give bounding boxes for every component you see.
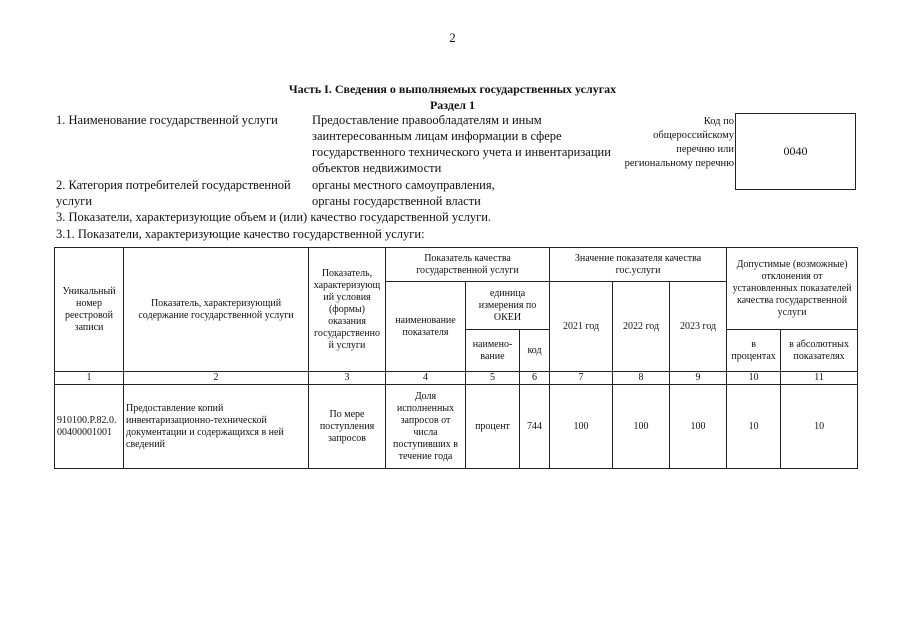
header-unit-name: наимено-вание: [466, 330, 520, 372]
column-number: 6: [520, 372, 550, 385]
column-number: 1: [55, 372, 124, 385]
column-number: 5: [466, 372, 520, 385]
column-number: 3: [309, 372, 386, 385]
header-deviation-group: Допустимые (возможные) отклонения от установленных показателей качества государственной услуги: [727, 248, 858, 330]
column-number: 2: [124, 372, 309, 385]
consumer-label-line: услуги: [56, 194, 93, 208]
service-name-value: [312, 112, 632, 176]
item-3-text: 3. Показатели, характеризующие объем и (или) качество государственной услуги.: [56, 210, 492, 224]
quality-indicators-table: [54, 247, 858, 469]
column-number: 4: [386, 372, 466, 385]
item-3-1-text: 3.1. Показатели, характеризующие качество государственной услуги:: [56, 227, 425, 241]
header-indicator-name: наименование показателя: [386, 282, 466, 372]
cell-conditions: По мере поступления запросов: [309, 385, 386, 469]
cell-unit-name: процент: [466, 385, 520, 469]
column-number: 7: [550, 372, 613, 385]
column-number: 9: [670, 372, 727, 385]
header-year-2021: 2021 год: [550, 282, 613, 372]
service-name-line: государственного технического учета и инвентаризации: [312, 145, 611, 159]
consumer-label-line: 2. Категория потребителей государственной: [56, 178, 291, 192]
header-registry-number: Уникальный номер реестровой записи: [55, 248, 124, 372]
service-name-line: заинтересованным лицам информации в сфере: [312, 129, 562, 143]
consumer-value-line: органы местного самоуправления,: [312, 178, 495, 192]
header-quality-group: Показатель качества государственной услуги: [386, 248, 550, 282]
cell-value-2021: 100: [550, 385, 613, 469]
code-box: [735, 113, 856, 190]
service-name-line: Предоставление правообладателям и иным: [312, 113, 542, 127]
column-number: 10: [727, 372, 781, 385]
cell-deviation-percent: 10: [727, 385, 781, 469]
header-conditions: Показатель, характеризующ ий условия (формы) оказания государственно й услуги: [309, 248, 386, 372]
code-label-line: региональному перечню: [624, 158, 734, 169]
column-number: 11: [781, 372, 858, 385]
cell-deviation-absolute: 10: [781, 385, 858, 469]
header-year-2023: 2023 год: [670, 282, 727, 372]
code-label: [610, 115, 734, 171]
header-values-group: Значение показателя качества гос.услуги: [550, 248, 727, 282]
header-unit-group: единица измерения по ОКЕИ: [466, 282, 550, 330]
code-label-line: общероссийскому: [653, 130, 734, 141]
header-deviation-absolute: в абсолютных показателях: [781, 330, 858, 372]
page-number: 2: [449, 30, 456, 45]
cell-indicator-name: Доля исполненных запросов от числа поступивших в течение года: [386, 385, 466, 469]
cell-registry-number: 910100.P.82.0.00400001001: [55, 385, 124, 469]
consumer-category-label: [56, 177, 291, 209]
service-name-line: объектов недвижимости: [312, 161, 442, 175]
code-value: 0040: [783, 144, 808, 158]
consumer-category-value: [312, 177, 495, 209]
cell-value-2023: 100: [670, 385, 727, 469]
cell-content: Предоставление копий инвентаризационно-технической документации и содержащихся в ней сведений: [124, 385, 309, 469]
service-name-label: 1. Наименование государственной услуги: [56, 113, 278, 127]
section-title: Раздел 1: [429, 98, 476, 112]
consumer-value-line: органы государственной власти: [312, 194, 481, 208]
code-label-line: Код по: [703, 116, 734, 127]
cell-unit-code: 744: [520, 385, 550, 469]
cell-value-2022: 100: [613, 385, 670, 469]
header-year-2022: 2022 год: [613, 282, 670, 372]
header-unit-code: код: [520, 330, 550, 372]
table-row: [55, 385, 858, 469]
column-number: 8: [613, 372, 670, 385]
header-deviation-percent: в процентах: [727, 330, 781, 372]
code-label-line: перечню или: [676, 144, 734, 155]
header-content: Показатель, характеризующий содержание государственной услуги: [124, 248, 309, 372]
part-title: Часть I. Сведения о выполняемых государственных услугах: [288, 82, 617, 96]
